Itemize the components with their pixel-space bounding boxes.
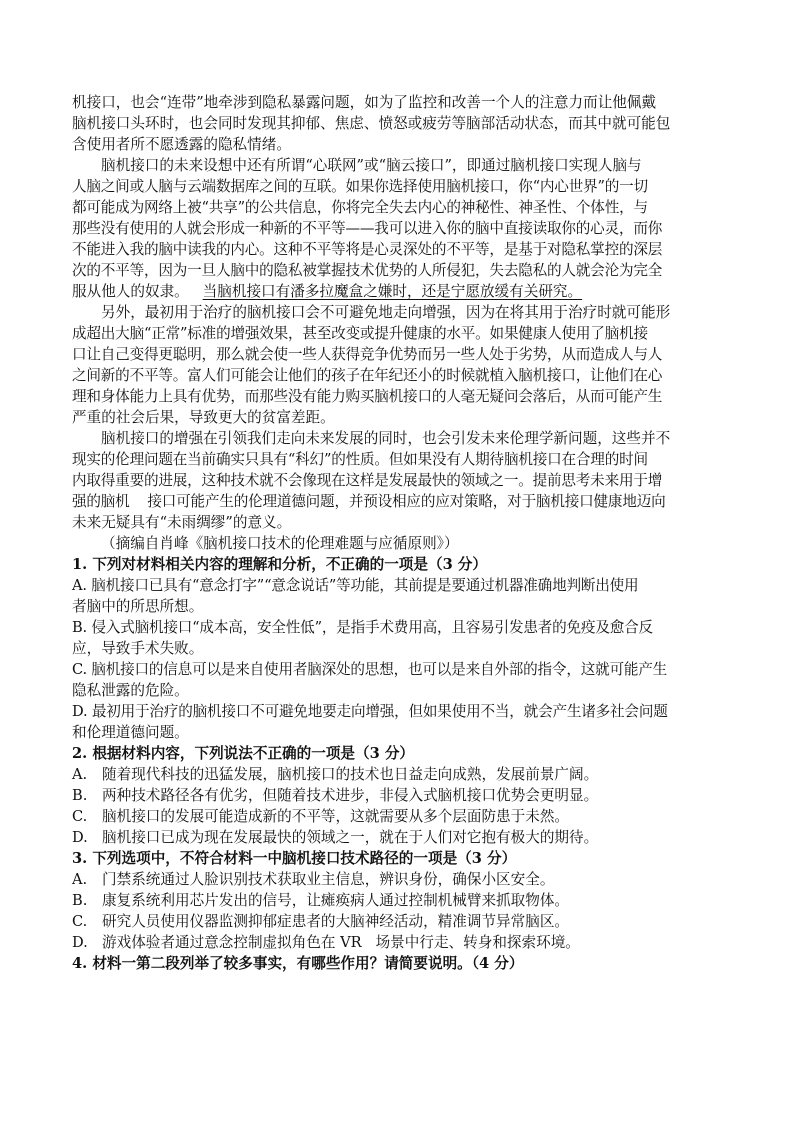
text-line: 严重的社会后果，导致更大的贫富差距。 bbox=[72, 409, 335, 426]
option-a-cont: 者脑中的所思所想。 bbox=[72, 598, 204, 615]
text-line: 脑机接口的增强在引领我们走向未来发展的同时，也会引发未来伦理学新问题，这些并不 bbox=[101, 430, 671, 447]
question-4-stem: 4. 材料一第二段列举了较多事实，有哪些作用？请简要说明。（4 分） bbox=[72, 955, 524, 972]
underlined-sentence: 当脑机接口有潘多拉魔盒之嫌时，还是宁愿放缓有关研究。 bbox=[202, 283, 583, 300]
question-stem: 1. 下列对材料相关内容的理解和分析，不正确的一项是（3 分） bbox=[72, 556, 487, 573]
text-line: 含使用者所不愿透露的隐私情绪。 bbox=[72, 136, 291, 153]
paragraph-enhancement bbox=[72, 302, 724, 428]
option-d-cont: 和伦理道德问题。 bbox=[72, 724, 189, 741]
option-text: 脑机接口的发展可能造成新的不平等，这就需要从多个层面防患于未然。 bbox=[102, 808, 570, 825]
text-line: 现实的伦理问题在当前确实只具有“科幻”的性质。但如果没有人期待脑机接口在合理的时间 bbox=[72, 451, 648, 468]
option-letter: D. bbox=[72, 829, 88, 846]
text-line: 次的不平等，因为一旦人脑中的隐私被掌握技术优势的人所侵犯，失去隐私的人就会沦为完全 bbox=[72, 262, 663, 279]
question-stem: 3. 下列选项中，不符合材料一中脑机接口技术路径的一项是（3 分） bbox=[72, 850, 517, 867]
text-line: 口让自己变得更聪明，那么就会使一些人获得竞争优势而另一些人处于劣势，从而造成人与人 bbox=[72, 346, 663, 363]
option-a bbox=[72, 869, 724, 890]
option-a: A. 脑机接口已具有“意念打字”“意念说话”等功能，其前提是要通过机器准确地判断出使用 bbox=[72, 577, 639, 594]
question-stem: 2. 根据材料内容，下列说法不正确的一项是（3 分） bbox=[72, 745, 415, 762]
option-d bbox=[72, 932, 724, 953]
option-b: B. 侵入式脑机接口“成本高，安全性低”，是指手术费用高，且容易引发患者的免疫及愈合反 bbox=[72, 619, 653, 636]
option-letter: A. bbox=[72, 766, 88, 783]
question-3 bbox=[72, 848, 724, 953]
option-letter: D. bbox=[72, 934, 88, 951]
option-b bbox=[72, 890, 724, 911]
text-line: 未来无疑具有“未雨绸缪”的意义。 bbox=[72, 514, 292, 531]
option-text: 游戏体验者通过意念控制虚拟角色在 VR 场景中行走、转身和探索环境。 bbox=[102, 934, 580, 951]
option-c: C. 脑机接口的信息可以是来自使用者脑深处的思想，也可以是来自外部的指令，这就可能产生 bbox=[72, 661, 668, 678]
text-line: 理和身体能力上具有优势，而那些没有能力购买脑机接口的人毫无疑问会落后，从而可能产生 bbox=[72, 388, 663, 405]
option-text: 两种技术路径各有优劣，但随着技术进步，非侵入式脑机接口优势会更明显。 bbox=[102, 787, 599, 804]
text-line: 成超出大脑“正常”标准的增强效果，甚至改变或提升健康的水平。如果健康人使用了脑机接 bbox=[72, 325, 648, 342]
paragraph-future-ethics bbox=[72, 428, 724, 533]
text-line: 都可能成为网络上被“共享”的公共信息，你将完全失去内心的神秘性、神圣性、个体性，与 bbox=[72, 199, 648, 216]
option-letter: B. bbox=[72, 892, 88, 909]
option-d bbox=[72, 827, 724, 848]
document-page bbox=[72, 92, 724, 974]
option-text: 门禁系统通过人脸识别技术获取业主信息，辨识身份，确保小区安全。 bbox=[102, 871, 555, 888]
text-line: 人脑之间或人脑与云端数据库之间的互联。如果你选择使用脑机接口，你“内心世界”的一切 bbox=[72, 178, 648, 195]
text-line: 不能进入我的脑中读我的内心。这种不平等将是心灵深处的不平等，是基于对隐私掌控的深层 bbox=[72, 241, 663, 258]
option-b-cont: 应，导致手术失败。 bbox=[72, 640, 204, 657]
option-text: 脑机接口已成为现在发展最快的领域之一，就在于人们对它抱有极大的期待。 bbox=[102, 829, 599, 846]
option-c-cont: 隐私泄露的危险。 bbox=[72, 682, 189, 699]
option-text: 随着现代科技的迅猛发展，脑机接口的技术也日益走向成熟，发展前景广阔。 bbox=[102, 766, 599, 783]
text-line: 脑机接口头环时，也会同时发现其抑郁、焦虑、愤怒或疲劳等脑部活动状态，而其中就可能包 bbox=[72, 115, 671, 132]
paragraph-brain-cloud bbox=[72, 155, 724, 302]
text-line: 脑机接口的未来设想中还有所谓“心联网”或“脑云接口”，即通过脑机接口实现人脑与 bbox=[101, 157, 642, 174]
text-fragment: 服从他人的奴隶。 bbox=[72, 283, 203, 300]
option-letter: A. bbox=[72, 871, 88, 888]
text-line: 机接口，也会“连带”地牵涉到隐私暴露问题，如为了监控和改善一个人的注意力而让他佩戴 bbox=[72, 94, 657, 111]
source-citation: （摘编自肖峰《脑机接口技术的伦理难题与应循原则》） bbox=[101, 535, 459, 552]
text-line bbox=[72, 281, 724, 302]
question-1 bbox=[72, 554, 724, 743]
option-text: 研究人员使用仪器监测抑郁症患者的大脑神经活动，精准调节异常脑区。 bbox=[102, 913, 570, 930]
option-letter: B. bbox=[72, 787, 88, 804]
question-2 bbox=[72, 743, 724, 848]
option-c bbox=[72, 806, 724, 827]
text-line: 另外，最初用于治疗的脑机接口会不可避免地走向增强，因为在将其用于治疗时就可能形 bbox=[101, 304, 671, 321]
text-line: 之间新的不平等。富人们可能会让他们的孩子在年纪还小的时候就植入脑机接口，让他们在心 bbox=[72, 367, 663, 384]
text-line: 那些没有使用的人就会形成一种新的不平等——我可以进入你的脑中直接读取你的心灵，而你 bbox=[72, 220, 663, 237]
option-d: D. 最初用于治疗的脑机接口不可避免地要走向增强，但如果使用不当，就会产生诸多社会问题 bbox=[72, 703, 668, 720]
option-b bbox=[72, 785, 724, 806]
option-text: 康复系统利用芯片发出的信号，让瘫痪病人通过控制机械臂来抓取物体。 bbox=[102, 892, 570, 909]
paragraph-privacy-exposure bbox=[72, 92, 724, 155]
text-line: 强的脑机 接口可能产生的伦理道德问题，并预设相应的应对策略，对于脑机接口健康地迈向 bbox=[72, 493, 666, 510]
text-line: 内取得重要的进展，这种技术就不会像现在这样是发展最快的领域之一。提前思考未来用于增 bbox=[72, 472, 663, 489]
option-a bbox=[72, 764, 724, 785]
option-letter: C. bbox=[72, 913, 88, 930]
option-letter: C. bbox=[72, 808, 88, 825]
option-c bbox=[72, 911, 724, 932]
